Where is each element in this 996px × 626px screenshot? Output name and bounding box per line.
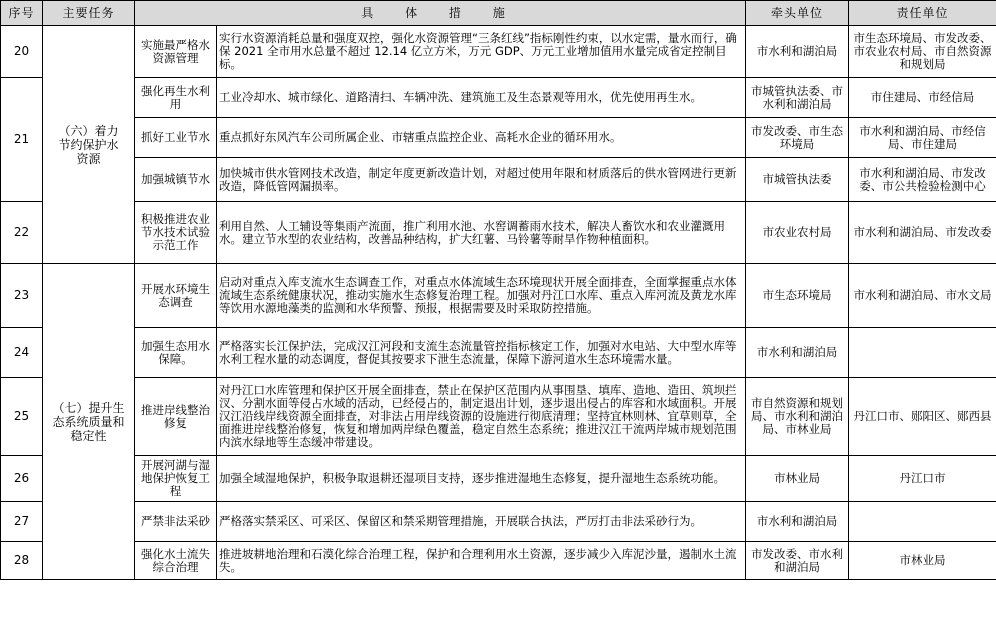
measure-text: 启动对重点入库支流水生态调查工作，对重点水体流域生态环境现状开展全面排查，全面掌握重点水体流域生态系统健康状况，推动实施水生态修复治理工程。加强对丹江口水库、重点入库河流及黄龙水库等饮用水源地藻类的监测和水华预警、预报，根据需要及时采取防控措施。 [217,264,746,328]
lead-unit: 市城管执法委 [746,158,849,202]
header-lead: 牵头单位 [746,1,849,26]
sub-task: 实施最严格水资源管理 [135,26,217,78]
sub-task: 强化水土流失综合治理 [135,542,217,580]
row-number: 23 [1,264,43,328]
row-number: 27 [1,502,43,542]
lead-unit: 市生态环境局 [746,264,849,328]
responsible-unit [849,328,996,378]
table-row [1,26,996,78]
sub-task: 推进岸线整治修复 [135,378,217,456]
header-measure: 具 体 措 施 [135,1,746,26]
row-number: 24 [1,328,43,378]
header-resp: 责任单位 [849,1,996,26]
table-row [1,264,996,328]
lead-unit: 市城管执法委、市水利和湖泊局 [746,78,849,118]
measure-text: 严格落实禁采区、可采区、保留区和禁采期管理措施，开展联合执法，严厉打击非法采砂行为。 [217,502,746,542]
responsible-unit: 市林业局 [849,542,996,580]
row-number: 21 [1,78,43,202]
measure-text: 对丹江口水库管理和保护区开展全面排查，禁止在保护区范围内从事围垦、填库、造地、造田、筑坝拦汊、分割水面等侵占水域的活动，已经侵占的，制定退出计划，逐步退出侵占的库容和水域面积。开展汉江沿线岸线资源全面排查，对非法占用岸线资源的设施进行彻底清理；坚持宜林则林、宜草则草，全面推进岸线整治修复，恢复和增加两岸绿色覆盖，稳定自然生态系统；推进汉江干流两岸城市规划范围内滨水绿地等生态缓冲带建设。 [217,378,746,456]
lead-unit: 市水利和湖泊局 [746,26,849,78]
measure-text: 重点抓好东风汽车公司所属企业、市辖重点监控企业、高耗水企业的循环用水。 [217,118,746,158]
table-row [1,78,996,118]
table-row [1,158,996,202]
task-group-six: （六）着力节约保护水资源 [43,26,135,264]
table-row [1,328,996,378]
responsible-unit [849,502,996,542]
measure-text: 推进坡耕地治理和石漠化综合治理工程，保护和合理利用水土资源，逐步减少入库泥沙量，遏制水土流失。 [217,542,746,580]
measure-text: 加强全域湿地保护，积极争取退耕还湿项目支持，逐步推进湿地生态修复，提升湿地生态系统功能。 [217,456,746,502]
lead-unit: 市林业局 [746,456,849,502]
sub-task: 严禁非法采砂 [135,502,217,542]
measure-text: 严格落实长江保护法，完成汉江河段和支流生态流量管控指标核定工作，加强对水电站、大中型水库等水利工程水量的动态调度，督促其按要求下泄生态流量，保障下游河道水生态环境需水量。 [217,328,746,378]
responsible-unit: 市住建局、市经信局 [849,78,996,118]
measure-text: 加快城市供水管网技术改造，制定年度更新改造计划，对超过使用年限和材质落后的供水管网进行更新改造，降低管网漏损率。 [217,158,746,202]
table-row [1,118,996,158]
measure-text: 利用自然、人工辅设等集雨产流面，推广利用水池、水窖调蓄雨水技术，解决人畜饮水和农业灌溉用水。建立节水型的农业结构，改善品种结构，扩大红薯、马铃薯等耐旱作物种植面积。 [217,202,746,264]
table-row [1,542,996,580]
table-row [1,502,996,542]
lead-unit: 市农业农村局 [746,202,849,264]
responsible-unit: 市水利和湖泊局、市发改委、市公共检验检测中心 [849,158,996,202]
responsible-unit: 市水利和湖泊局、市发改委 [849,202,996,264]
row-number: 20 [1,26,43,78]
row-number: 28 [1,542,43,580]
measure-text: 实行水资源消耗总量和强度双控，强化水资源管理“三条红线”指标刚性约束，以水定需，量水而行，确保 2021 全市用水总量不超过 12.14 亿立方米，万元 GDP、万元工业增加值用水量完成省定控制目标。 [217,26,746,78]
header-row [1,1,996,26]
sub-task: 抓好工业节水 [135,118,217,158]
responsible-unit: 市水利和湖泊局、市水文局 [849,264,996,328]
sub-task: 开展河湖与湿地保护恢复工程 [135,456,217,502]
header-task: 主要任务 [43,1,135,26]
table-row [1,202,996,264]
lead-unit: 市发改委、市生态环境局 [746,118,849,158]
sub-task: 开展水环境生态调查 [135,264,217,328]
table-row [1,378,996,456]
header-no: 序号 [1,1,43,26]
lead-unit: 市自然资源和规划局、市水利和湖泊局、市林业局 [746,378,849,456]
row-number: 26 [1,456,43,502]
responsible-unit: 市生态环境局、市发改委、市农业农村局、市自然资源和规划局 [849,26,996,78]
sub-task: 加强城镇节水 [135,158,217,202]
sub-task: 积极推进农业节水技术试验示范工作 [135,202,217,264]
measure-text: 工业冷却水、城市绿化、道路清扫、车辆冲洗、建筑施工及生态景观等用水，优先使用再生水。 [217,78,746,118]
row-number: 25 [1,378,43,456]
sub-task: 强化再生水利用 [135,78,217,118]
lead-unit: 市发改委、市水利和湖泊局 [746,542,849,580]
table-row [1,456,996,502]
responsible-unit: 丹江口市、郧阳区、郧西县 [849,378,996,456]
lead-unit: 市水利和湖泊局 [746,328,849,378]
row-number: 22 [1,202,43,264]
sub-task: 加强生态用水保障。 [135,328,217,378]
responsible-unit: 市水利和湖泊局、市经信局、市住建局 [849,118,996,158]
lead-unit: 市水利和湖泊局 [746,502,849,542]
responsible-unit: 丹江口市 [849,456,996,502]
task-group-seven: （七）提升生态系统质量和稳定性 [43,264,135,580]
